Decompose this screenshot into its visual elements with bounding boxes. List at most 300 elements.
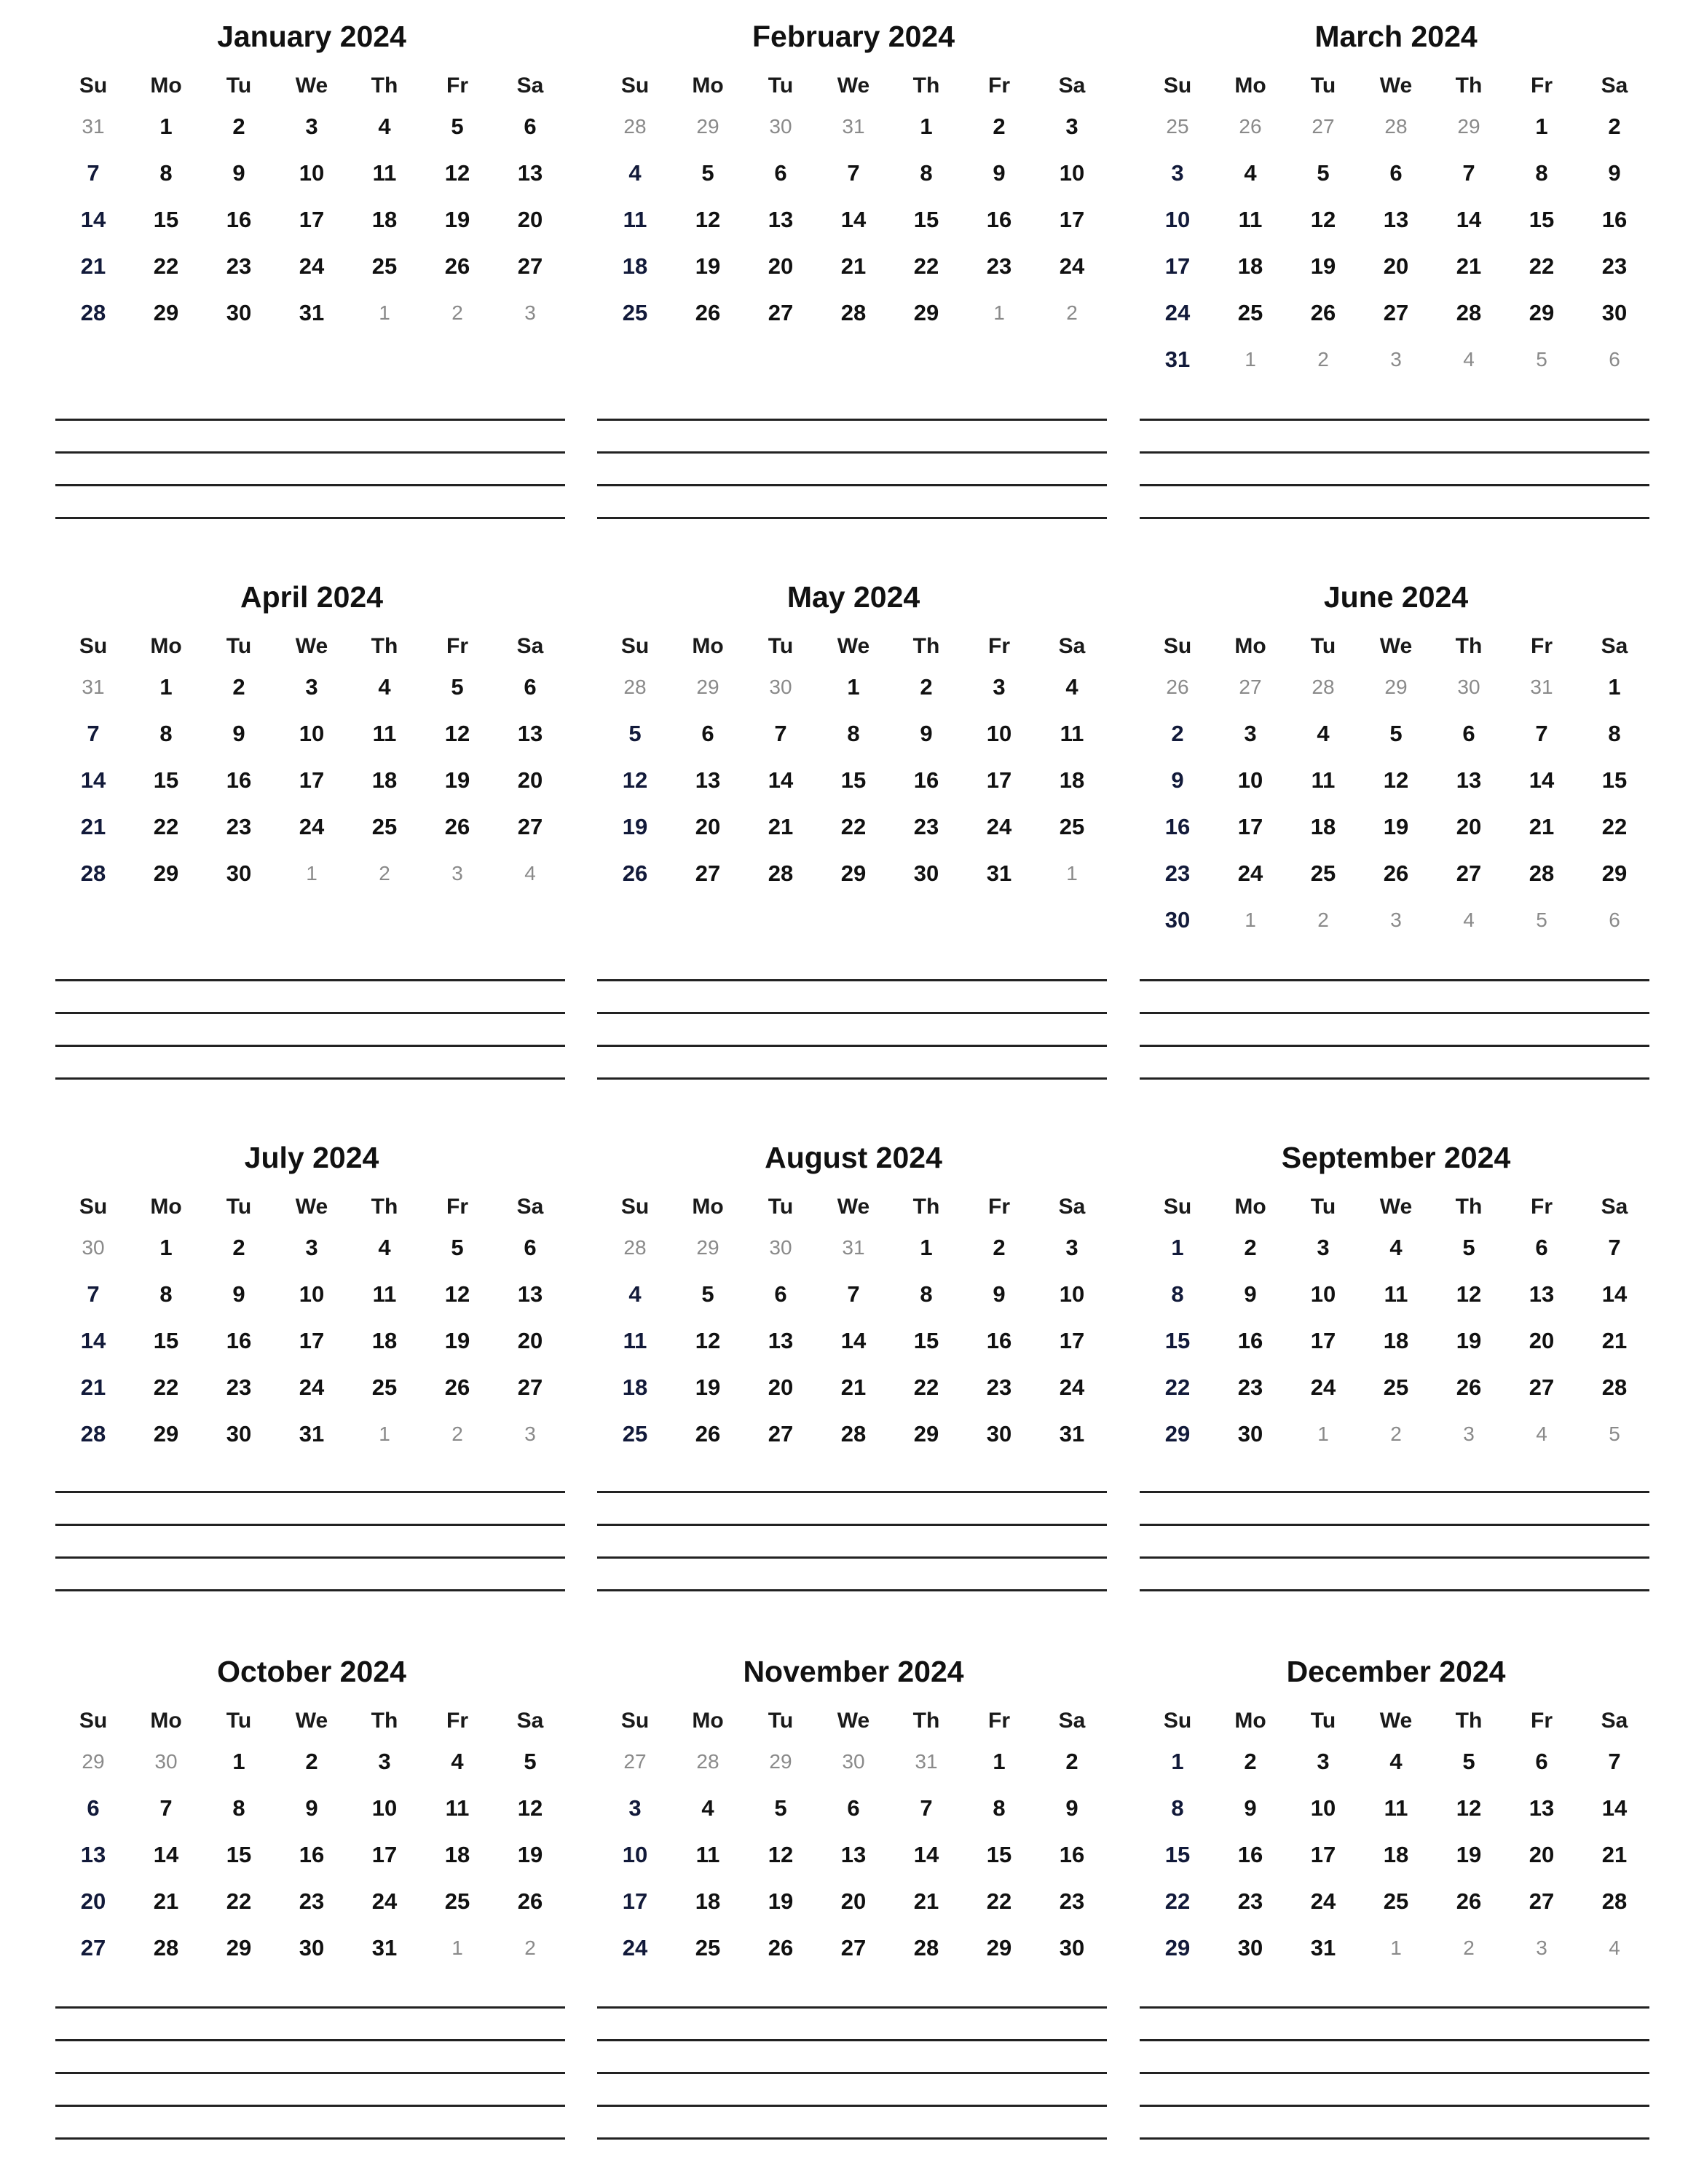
day-cell: 25 [1237,300,1263,325]
adjacent-month-day: 2 [379,862,390,885]
day-cell: 8 [159,160,173,186]
month-title: June 2024 [1323,580,1469,614]
week-row [1141,290,1651,336]
day-cell: 15 [1529,207,1555,232]
week-row [599,150,1108,197]
day-cell: 25 [371,814,398,839]
day-cell: 18 [371,767,398,793]
weekday-label: Mo [692,634,724,658]
day-cell: 17 [1237,814,1263,839]
weekday-label: Sa [516,1195,544,1219]
day-cell: 17 [1164,253,1191,279]
week-row [57,664,567,711]
day-cell: 17 [1310,1328,1336,1353]
week-row [599,1364,1108,1411]
day-cell: 31 [371,1935,398,1961]
day-cell: 25 [371,253,398,279]
week-row [599,850,1108,897]
adjacent-month-day: 1 [306,862,318,885]
weekday-header [599,1704,1108,1738]
week-row [1141,1878,1651,1925]
day-cell: 12 [1383,767,1409,793]
month-title: January 2024 [217,20,406,53]
day-cell: 8 [920,1281,933,1307]
weekday-label: Fr [988,1709,1010,1733]
week-row [599,804,1108,850]
adjacent-month-day: 3 [1463,1423,1475,1445]
weekday-label: Su [1163,1195,1192,1219]
day-cell: 7 [87,721,100,746]
adjacent-month-day: 3 [451,862,463,885]
day-cell: 4 [1244,160,1257,186]
day-cell: 19 [768,1888,794,1914]
day-cell: 29 [153,300,179,325]
month-title: September 2024 [1281,1141,1511,1174]
weekday-label: Tu [226,1709,252,1733]
week-row [57,1364,567,1411]
adjacent-month-day: 31 [915,1750,938,1773]
day-cell: 10 [1059,160,1085,186]
day-cell: 22 [840,814,867,839]
weekday-label: Su [79,1195,108,1219]
weekday-label: Sa [1058,634,1086,658]
adjacent-month-day: 4 [524,862,536,885]
week-row [1141,757,1651,804]
adjacent-month-day: 31 [842,1236,865,1259]
month-title: May 2024 [786,580,920,614]
day-cell: 24 [299,253,325,279]
day-cell: 16 [1601,207,1628,232]
adjacent-month-day: 1 [451,1936,463,1959]
day-cell: 11 [372,160,397,186]
adjacent-month-day: 2 [451,301,463,324]
day-cell: 16 [226,1328,252,1353]
weekday-header [57,629,567,664]
weekday-label: Tu [1310,634,1336,658]
day-cell: 4 [378,1235,391,1260]
day-cell: 31 [986,860,1012,886]
adjacent-month-day: 28 [1312,676,1335,698]
day-cell: 3 [378,1749,391,1774]
day-cell: 6 [1389,160,1403,186]
day-cell: 15 [153,207,179,232]
weekday-label: Th [1455,74,1483,98]
day-cell: 7 [87,160,100,186]
day-cell: 16 [986,207,1012,232]
weekday-header [1141,68,1651,103]
week-row [57,103,567,150]
day-cell: 1 [993,1749,1006,1774]
weekday-header [599,1190,1108,1224]
adjacent-month-day: 28 [696,1750,719,1773]
day-cell: 6 [1535,1749,1548,1774]
adjacent-month-day: 28 [623,115,647,138]
day-cell: 1 [159,1235,173,1260]
day-cell: 29 [1164,1935,1191,1961]
day-cell: 17 [299,1328,325,1353]
day-cell: 26 [1456,1888,1482,1914]
note-line [55,979,565,981]
day-cell: 27 [1529,1374,1555,1400]
weekday-label: Sa [516,74,544,98]
day-cell: 2 [1065,1749,1078,1774]
day-cell: 20 [768,1374,794,1400]
note-line [1140,2039,1649,2041]
week-row [1141,1832,1651,1878]
day-cell: 16 [226,767,252,793]
day-cell: 2 [1244,1235,1257,1260]
day-cell: 20 [840,1888,867,1914]
day-cell: 7 [1608,1749,1621,1774]
day-cell: 18 [1383,1842,1409,1867]
adjacent-month-day: 5 [1536,909,1547,931]
weekday-header [1141,1190,1651,1224]
weekday-label: Fr [988,74,1010,98]
week-row [1141,1224,1651,1271]
weekday-label: We [1379,634,1413,658]
month-12 [1141,1651,1651,1971]
day-cell: 19 [1456,1328,1482,1353]
day-cell: 22 [1164,1374,1191,1400]
day-cell: 15 [986,1842,1012,1867]
note-line [597,1589,1107,1591]
day-cell: 22 [153,253,179,279]
day-cell: 11 [695,1842,720,1867]
week-row [1141,197,1651,243]
weekday-label: Tu [226,74,252,98]
day-grid [599,68,1108,336]
note-line [597,1524,1107,1526]
day-cell: 9 [993,1281,1006,1307]
day-cell: 10 [1164,207,1191,232]
weekday-label: We [1379,74,1413,98]
day-cell: 9 [920,721,933,746]
day-cell: 18 [622,253,648,279]
day-cell: 6 [524,114,537,139]
weekday-label: Mo [1234,1195,1266,1219]
week-row [599,1271,1108,1318]
day-cell: 26 [768,1935,794,1961]
day-cell: 22 [153,1374,179,1400]
day-cell: 10 [299,721,325,746]
note-line [55,1045,565,1047]
note-line [597,2105,1107,2107]
adjacent-month-day: 6 [1609,348,1620,371]
day-cell: 5 [1462,1749,1475,1774]
note-line [55,1524,565,1526]
day-cell: 6 [847,1795,860,1821]
adjacent-month-day: 1 [379,1423,390,1445]
day-cell: 16 [1237,1328,1263,1353]
adjacent-month-day: 27 [1312,115,1335,138]
note-line [55,2072,565,2074]
day-cell: 15 [153,1328,179,1353]
month-1 [57,16,567,336]
day-cell: 6 [774,1281,787,1307]
note-line [1140,1012,1649,1014]
day-cell: 26 [1383,860,1409,886]
day-cell: 20 [517,1328,543,1353]
weekday-label: We [837,1195,870,1219]
day-cell: 30 [226,300,252,325]
month-title: December 2024 [1286,1655,1506,1688]
day-cell: 5 [524,1749,537,1774]
adjacent-month-day: 5 [1536,348,1547,371]
adjacent-month-day: 25 [1166,115,1189,138]
week-row [57,243,567,290]
day-cell: 14 [840,1328,867,1353]
adjacent-month-day: 2 [1463,1936,1475,1959]
weekday-label: Sa [1058,1195,1086,1219]
month-title: October 2024 [217,1655,406,1688]
weekday-label: Fr [1531,1709,1553,1733]
day-cell: 12 [695,207,721,232]
day-cell: 20 [768,253,794,279]
day-cell: 31 [1164,347,1191,372]
day-cell: 25 [1383,1374,1409,1400]
day-cell: 27 [840,1935,867,1961]
weekday-header [57,1190,567,1224]
day-cell: 22 [913,1374,939,1400]
day-cell: 29 [1529,300,1555,325]
day-cell: 30 [226,1421,252,1447]
weekday-label: Tu [1310,1709,1336,1733]
weekday-label: Th [1455,1709,1483,1733]
day-cell: 17 [371,1842,398,1867]
note-line [1140,2105,1649,2107]
day-grid [599,1704,1108,1971]
weekday-label: Su [79,1709,108,1733]
day-cell: 7 [847,1281,860,1307]
day-cell: 11 [445,1795,470,1821]
day-cell: 18 [1310,814,1336,839]
day-cell: 20 [1529,1842,1555,1867]
day-cell: 2 [993,114,1006,139]
day-cell: 7 [159,1795,173,1821]
day-cell: 26 [444,1374,470,1400]
adjacent-month-day: 29 [82,1750,105,1773]
weekday-label: Tu [226,1195,252,1219]
week-row [599,290,1108,336]
day-cell: 30 [986,1421,1012,1447]
day-cell: 4 [1389,1749,1403,1774]
day-cell: 5 [701,1281,714,1307]
day-cell: 28 [840,1421,867,1447]
day-cell: 13 [695,767,721,793]
note-line [1140,484,1649,486]
day-cell: 12 [695,1328,721,1353]
day-cell: 21 [153,1888,179,1914]
month-3 [1141,16,1651,383]
weekday-label: Su [1163,74,1192,98]
weekday-label: We [295,1709,328,1733]
month-2 [599,16,1108,336]
day-cell: 2 [232,1235,245,1260]
day-cell: 18 [371,1328,398,1353]
adjacent-month-day: 1 [1066,862,1078,885]
day-grid [599,629,1108,897]
day-cell: 24 [1237,860,1263,886]
day-cell: 15 [1164,1328,1191,1353]
day-cell: 18 [1237,253,1263,279]
day-cell: 7 [87,1281,100,1307]
week-row [1141,243,1651,290]
day-cell: 23 [1237,1888,1263,1914]
day-cell: 3 [1171,160,1184,186]
day-cell: 28 [913,1935,939,1961]
day-cell: 8 [1171,1281,1184,1307]
day-cell: 29 [913,1421,939,1447]
adjacent-month-day: 31 [842,115,865,138]
day-cell: 4 [1065,674,1078,700]
week-row [57,804,567,850]
weekday-label: Fr [988,1195,1010,1219]
month-title: April 2024 [240,580,383,614]
day-cell: 13 [80,1842,106,1867]
note-line [1140,979,1649,981]
week-row [1141,1785,1651,1832]
adjacent-month-day: 28 [623,1236,647,1259]
note-line [597,419,1107,421]
week-row [599,1411,1108,1457]
week-row [1141,103,1651,150]
day-cell: 14 [80,207,106,232]
day-cell: 3 [993,674,1006,700]
week-row [57,150,567,197]
month-6 [1141,577,1651,943]
adjacent-month-day: 30 [82,1236,105,1259]
adjacent-month-day: 6 [1609,909,1620,931]
day-cell: 29 [153,1421,179,1447]
day-cell: 26 [695,300,721,325]
day-cell: 10 [622,1842,648,1867]
month-10 [57,1651,567,1971]
day-cell: 8 [159,1281,173,1307]
day-cell: 1 [1171,1749,1184,1774]
day-cell: 11 [1384,1281,1408,1307]
day-cell: 31 [299,1421,325,1447]
day-cell: 10 [299,160,325,186]
adjacent-month-day: 30 [1457,676,1480,698]
day-cell: 12 [517,1795,543,1821]
adjacent-month-day: 28 [623,676,647,698]
note-line [597,2006,1107,2009]
day-cell: 1 [1535,114,1548,139]
day-cell: 9 [1608,160,1621,186]
week-row [57,1738,567,1785]
day-cell: 21 [768,814,794,839]
day-cell: 26 [444,814,470,839]
weekday-label: Tu [1310,1195,1336,1219]
weekday-label: Sa [1601,1195,1628,1219]
day-cell: 26 [622,860,648,886]
note-line [1140,2072,1649,2074]
weekday-label: We [295,634,328,658]
day-grid [599,1190,1108,1457]
day-cell: 15 [913,207,939,232]
weekday-label: Su [79,74,108,98]
day-cell: 29 [986,1935,1012,1961]
note-line [55,2039,565,2041]
note-line [55,451,565,454]
adjacent-month-day: 2 [451,1423,463,1445]
day-cell: 26 [695,1421,721,1447]
day-cell: 4 [628,160,642,186]
day-cell: 24 [1310,1888,1336,1914]
weekday-label: Mo [692,1195,724,1219]
adjacent-month-day: 3 [1390,348,1402,371]
weekday-label: Fr [446,1195,468,1219]
day-cell: 30 [1059,1935,1085,1961]
note-line [55,1012,565,1014]
day-cell: 8 [847,721,860,746]
note-line [597,1077,1107,1080]
day-cell: 2 [305,1749,318,1774]
weekday-label: Th [1455,634,1483,658]
week-row [599,711,1108,757]
month-5 [599,577,1108,897]
week-row [1141,1364,1651,1411]
day-cell: 15 [153,767,179,793]
day-cell: 17 [1310,1842,1336,1867]
day-cell: 24 [371,1888,398,1914]
day-cell: 13 [517,160,543,186]
day-cell: 17 [622,1888,648,1914]
day-cell: 1 [1171,1235,1184,1260]
day-cell: 6 [1535,1235,1548,1260]
day-cell: 6 [524,674,537,700]
day-cell: 15 [1601,767,1628,793]
adjacent-month-day: 3 [1536,1936,1547,1959]
weekday-label: Tu [768,74,794,98]
note-line [1140,517,1649,519]
day-cell: 21 [840,253,867,279]
weekday-label: We [1379,1195,1413,1219]
adjacent-month-day: 29 [769,1750,792,1773]
day-cell: 29 [840,860,867,886]
day-cell: 3 [628,1795,642,1821]
day-cell: 12 [1456,1281,1482,1307]
day-cell: 28 [153,1935,179,1961]
adjacent-month-day: 27 [623,1750,647,1773]
day-cell: 21 [913,1888,939,1914]
day-cell: 30 [1164,907,1191,933]
week-row [599,1878,1108,1925]
day-cell: 22 [1601,814,1628,839]
day-cell: 6 [87,1795,100,1821]
week-row [1141,1411,1651,1457]
adjacent-month-day: 2 [1066,301,1078,324]
day-cell: 7 [920,1795,933,1821]
day-cell: 4 [628,1281,642,1307]
weekday-label: Tu [768,1709,794,1733]
day-cell: 27 [768,300,794,325]
day-cell: 24 [1059,253,1085,279]
day-cell: 27 [1529,1888,1555,1914]
day-cell: 30 [913,860,939,886]
weekday-label: We [837,74,870,98]
day-cell: 11 [1238,207,1263,232]
adjacent-month-day: 3 [524,301,536,324]
weekday-label: Mo [150,1195,182,1219]
day-cell: 12 [444,1281,470,1307]
day-cell: 8 [920,160,933,186]
note-line [55,517,565,519]
adjacent-month-day: 4 [1463,348,1475,371]
day-cell: 14 [1601,1795,1628,1821]
day-cell: 24 [299,1374,325,1400]
day-cell: 19 [695,1374,721,1400]
